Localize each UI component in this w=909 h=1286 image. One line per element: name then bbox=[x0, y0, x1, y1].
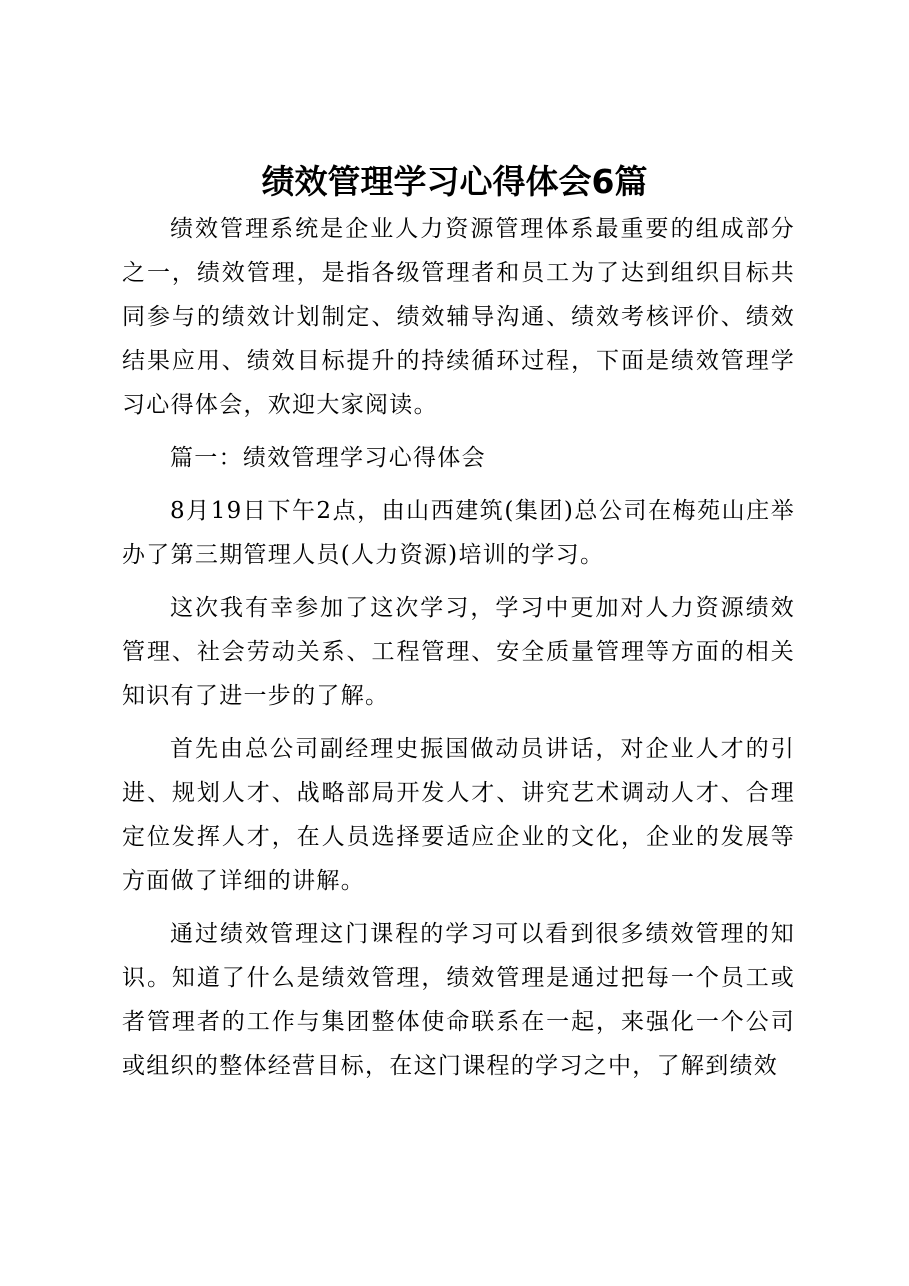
document-body bbox=[122, 207, 795, 1097]
paragraph: 8月19日下午2点，由山西建筑(集团)总公司在梅苑山庄举办了第三期管理人员(人力资源)培训的学习。 bbox=[122, 498, 795, 568]
paragraph: 这次我有幸参加了这次学习，学习中更加对人力资源绩效管理、社会劳动关系、工程管理、安全质量管理等方面的相关知识有了进一步的了解。 bbox=[122, 595, 795, 709]
paragraph: 首先由总公司副经理史振国做动员讲话，对企业人才的引进、规划人才、战略部局开发人才、讲究艺术调动人才、合理定位发挥人才，在人员选择要适应企业的文化，企业的发展等方面做了详细的讲解。 bbox=[122, 736, 795, 894]
document-title: 绩效管理学习心得体会6篇 bbox=[261, 162, 648, 201]
paragraph-intro: 绩效管理系统是企业人力资源管理体系最重要的组成部分之一，绩效管理，是指各级管理者和员工为了达到组织目标共同参与的绩效计划制定、绩效辅导沟通、绩效考核评价、绩效结果应用、绩效目标提升的持续循环过程，下面是绩效管理学习心得体会，欢迎大家阅读。 bbox=[122, 216, 795, 418]
paragraph: 通过绩效管理这门课程的学习可以看到很多绩效管理的知识。知道了什么是绩效管理，绩效管理是通过把每一个员工或者管理者的工作与集团整体使命联系在一起，来强化一个公司或组织的整体经营目标，在这门课程的学习之中，了解到绩效 bbox=[122, 921, 795, 1079]
section-heading: 篇一：绩效管理学习心得体会 bbox=[170, 445, 486, 471]
